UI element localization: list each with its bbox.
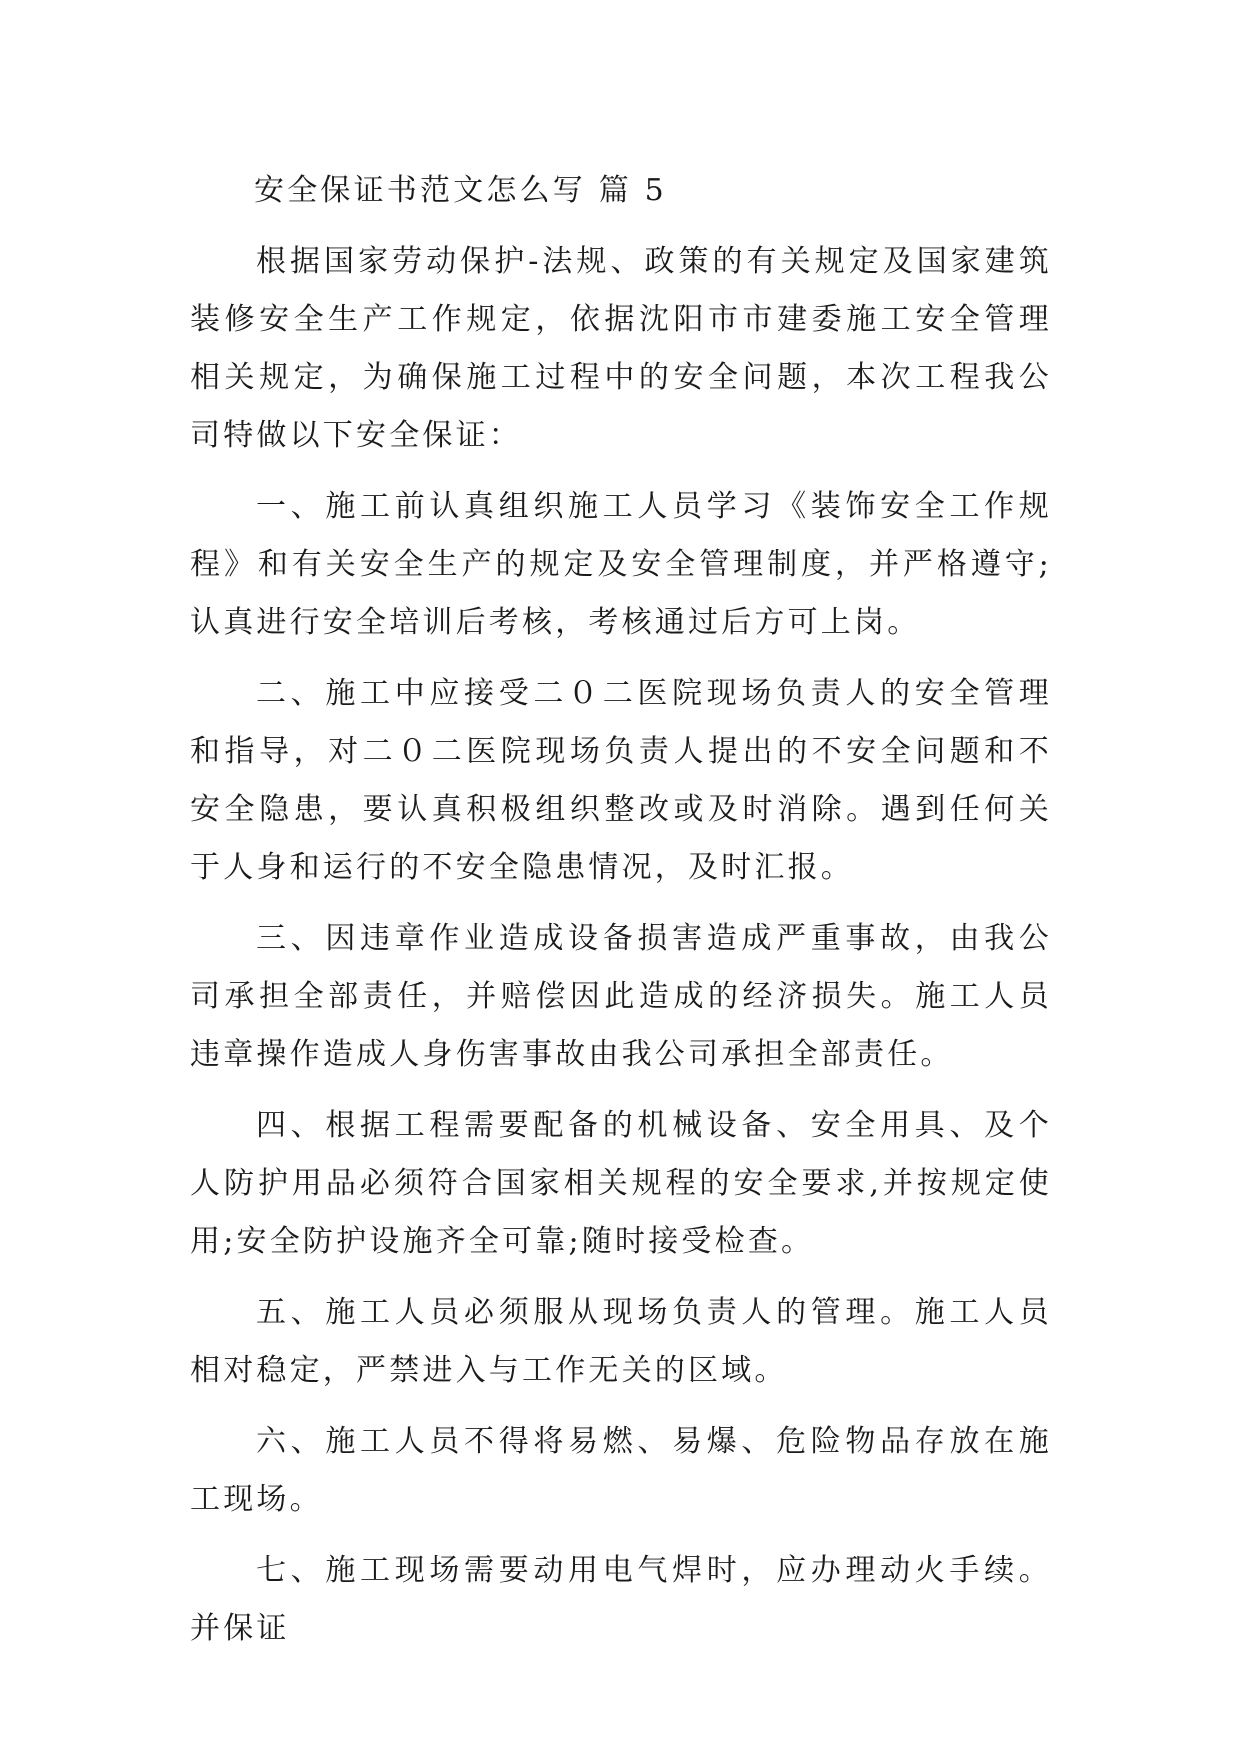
- paragraph-item-3: 三、因违章作业造成设备损害造成严重事故，由我公司承担全部责任，并赔偿因此造成的经济损失。施工人员违章操作造成人身伤害事故由我公司承担全部责任。: [190, 921, 1052, 1072]
- paragraph-item-6: 六、施工人员不得将易燃、易爆、危险物品存放在施工现场。: [190, 1424, 1052, 1517]
- document-body: [190, 162, 1052, 1658]
- document-title: 安全保证书范文怎么写 篇 5: [254, 173, 667, 208]
- paragraph-item-1: 一、施工前认真组织施工人员学习《装饰安全工作规程》和有关安全生产的规定及安全管理制度，并严格遵守;认真进行安全培训后考核，考核通过后方可上岗。: [190, 489, 1052, 640]
- paragraph-item-4: 四、根据工程需要配备的机械设备、安全用具、及个人防护用品必须符合国家相关规程的安全要求,并按规定使用;安全防护设施齐全可靠;随时接受检查。: [190, 1108, 1052, 1259]
- paragraph-intro: 根据国家劳动保护-法规、政策的有关规定及国家建筑装修安全生产工作规定，依据沈阳市市建委施工安全管理相关规定，为确保施工过程中的安全问题，本次工程我公司特做以下安全保证：: [190, 244, 1052, 453]
- paragraph-item-2: 二、施工中应接受二０二医院现场负责人的安全管理和指导，对二０二医院现场负责人提出的不安全问题和不安全隐患，要认真积极组织整改或及时消除。遇到任何关于人身和运行的不安全隐患情况，及时汇报。: [190, 676, 1052, 885]
- paragraph-item-7: 七、施工现场需要动用电气焊时，应办理动火手续。并保证: [190, 1553, 1052, 1646]
- paragraph-item-5: 五、施工人员必须服从现场负责人的管理。施工人员相对稳定，严禁进入与工作无关的区域。: [190, 1295, 1052, 1388]
